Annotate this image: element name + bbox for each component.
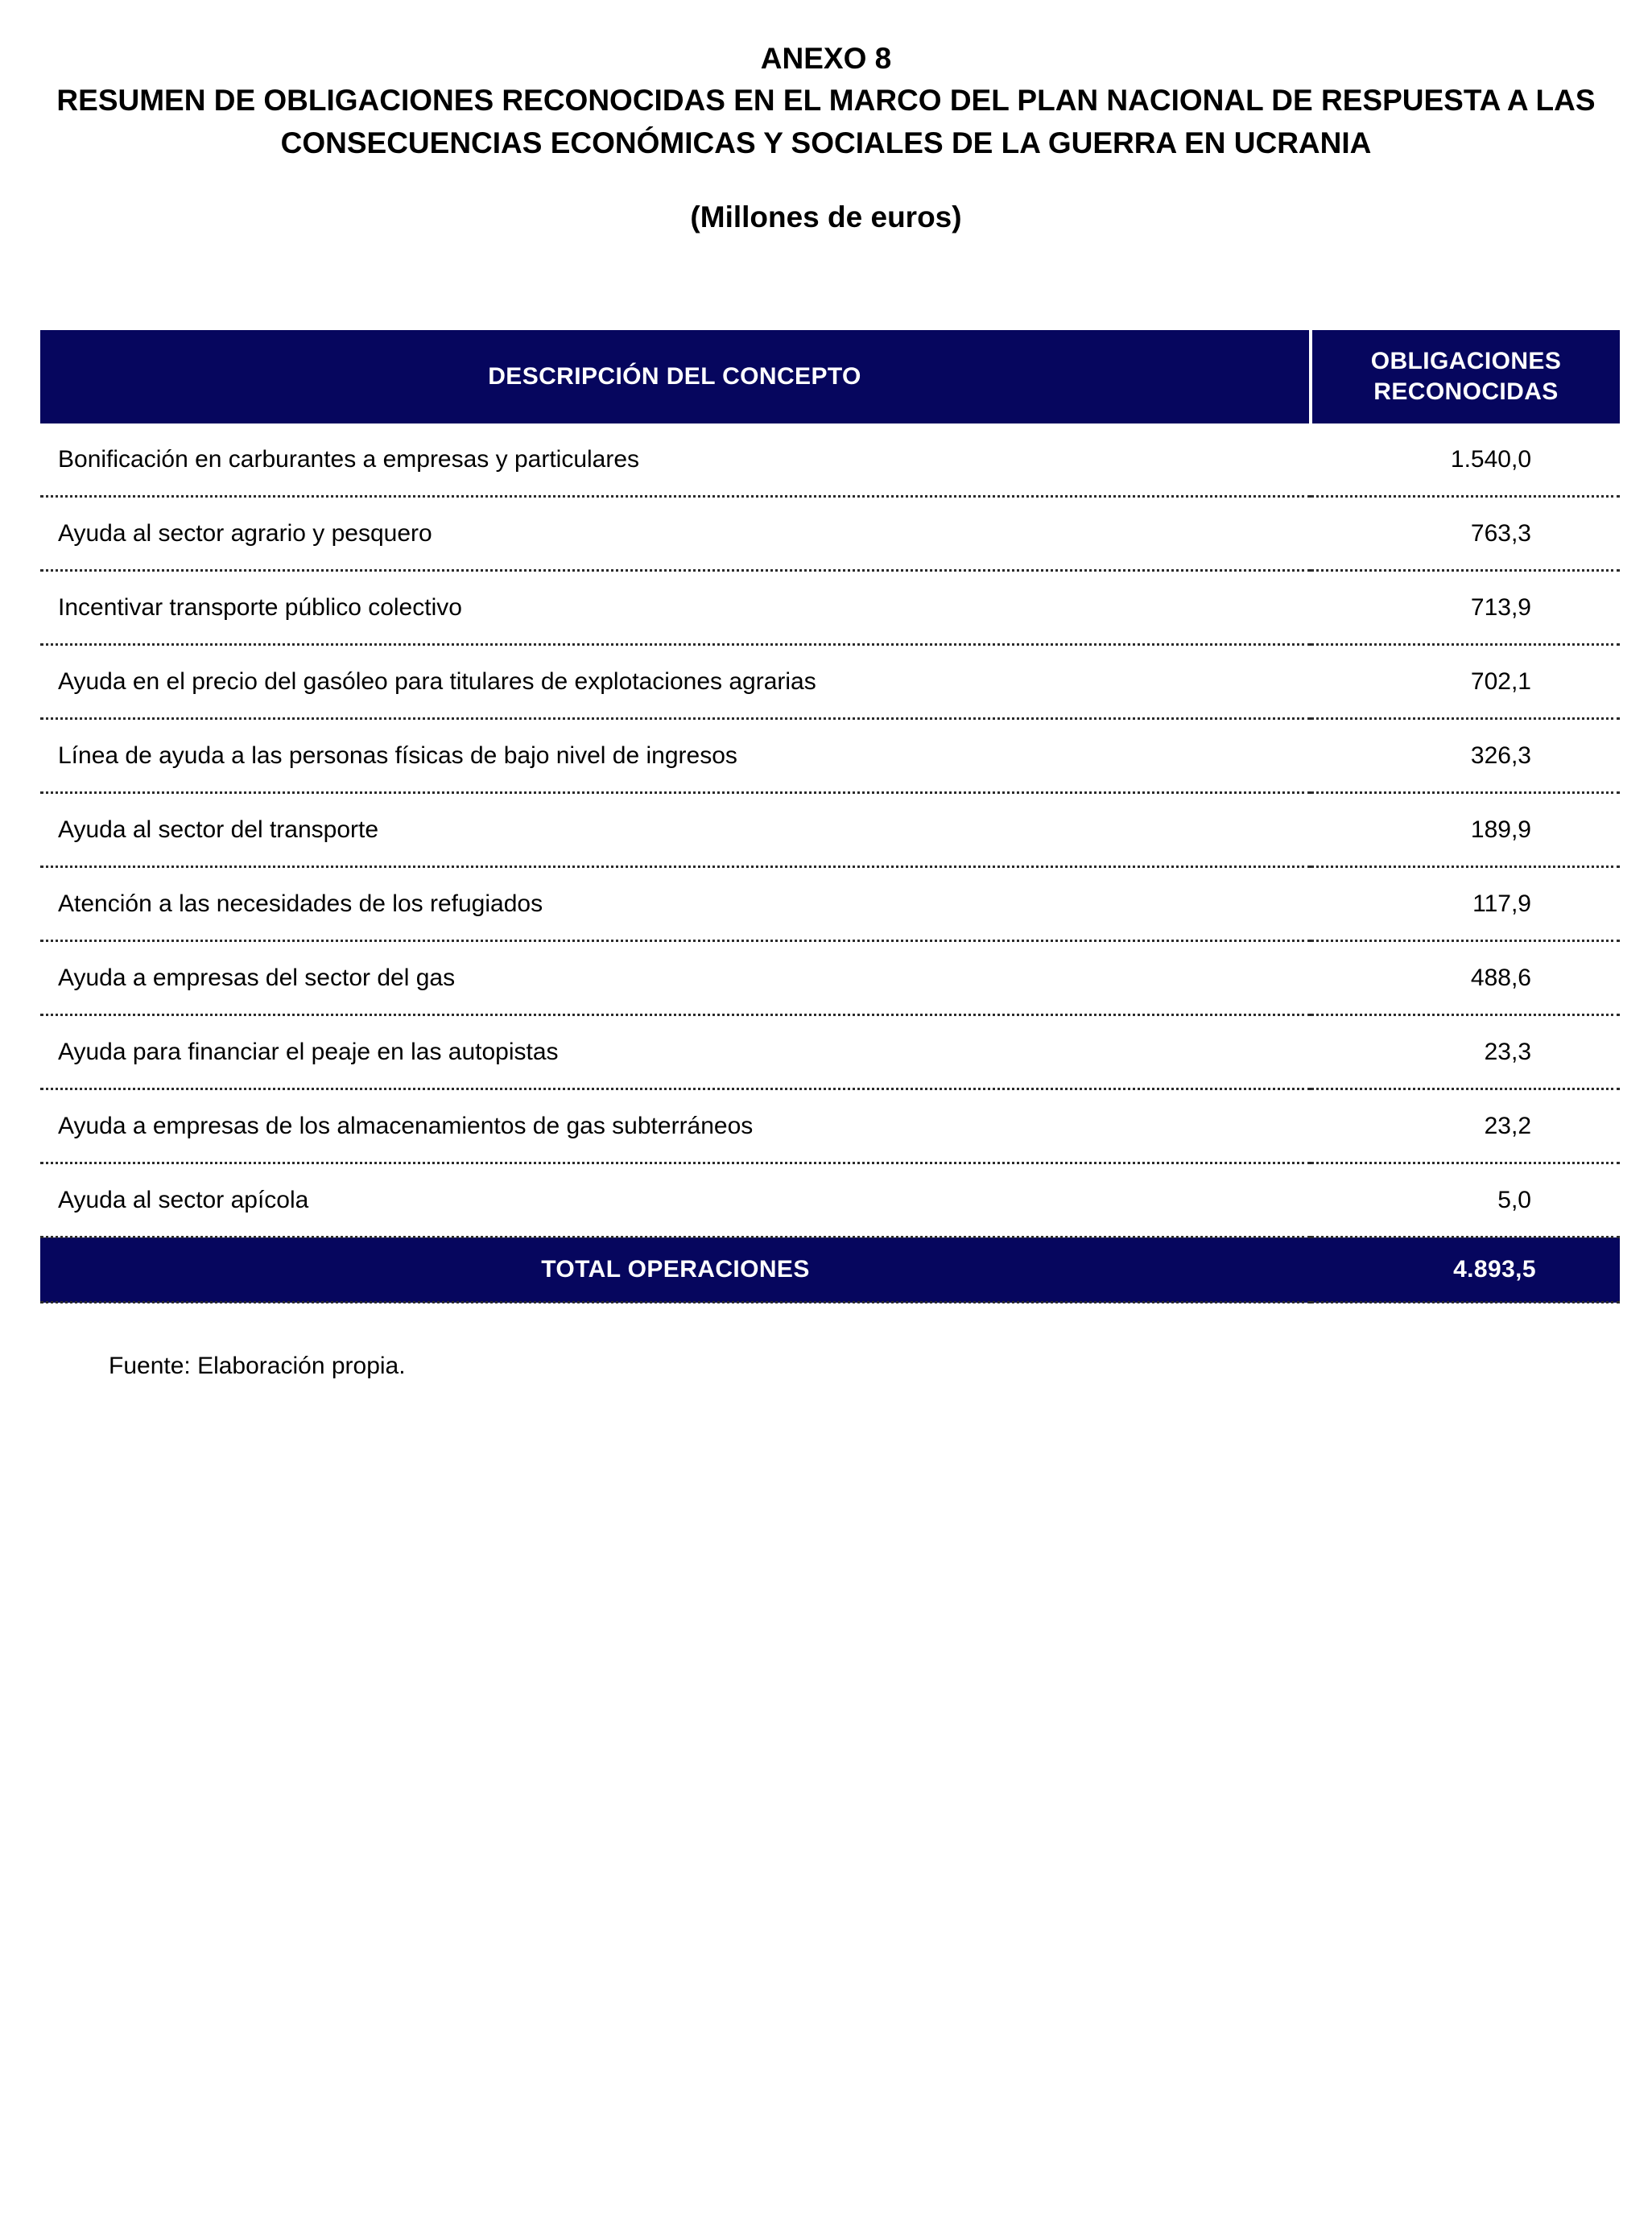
table-header xyxy=(40,330,1620,423)
row-obligaciones: 5,0 xyxy=(1311,1163,1620,1237)
row-obligaciones: 23,2 xyxy=(1311,1089,1620,1163)
obligations-table-container xyxy=(40,330,1620,1303)
table-row xyxy=(40,941,1620,1015)
table-row xyxy=(40,497,1620,571)
table-body xyxy=(40,423,1620,1303)
row-obligaciones: 189,9 xyxy=(1311,793,1620,867)
table-row xyxy=(40,719,1620,793)
table-header-row xyxy=(40,330,1620,423)
table-row xyxy=(40,867,1620,941)
table-total-row xyxy=(40,1237,1620,1303)
column-header-obligaciones-line1: OBLIGACIONES xyxy=(1370,348,1562,374)
row-obligaciones: 763,3 xyxy=(1311,497,1620,571)
row-concepto: Ayuda en el precio del gasóleo para titulares de explotaciones agrarias xyxy=(40,645,1311,719)
annex-label: ANEXO 8 xyxy=(760,42,892,75)
row-obligaciones: 702,1 xyxy=(1311,645,1620,719)
row-obligaciones: 713,9 xyxy=(1311,571,1620,645)
row-concepto: Ayuda para financiar el peaje en las autopistas xyxy=(40,1015,1311,1089)
table-row xyxy=(40,793,1620,867)
row-concepto: Ayuda al sector agrario y pesquero xyxy=(40,497,1311,571)
row-obligaciones: 23,3 xyxy=(1311,1015,1620,1089)
row-concepto: Ayuda al sector del transporte xyxy=(40,793,1311,867)
row-obligaciones: 326,3 xyxy=(1311,719,1620,793)
table-row xyxy=(40,571,1620,645)
row-concepto: Línea de ayuda a las personas físicas de bajo nivel de ingresos xyxy=(40,719,1311,793)
table-row xyxy=(40,1089,1620,1163)
row-obligaciones: 488,6 xyxy=(1311,941,1620,1015)
title-block xyxy=(0,0,1652,235)
source-note: Fuente: Elaboración propia. xyxy=(109,1353,406,1379)
obligations-table xyxy=(40,330,1620,1303)
column-header-concepto: DESCRIPCIÓN DEL CONCEPTO xyxy=(40,330,1311,423)
total-label: TOTAL OPERACIONES xyxy=(40,1237,1311,1303)
page-title: RESUMEN DE OBLIGACIONES RECONOCIDAS EN EL MARCO DEL PLAN NACIONAL DE RESPUESTA A LAS CONSECUENCIAS ECONÓMICAS Y SOCIALES DE LA GUERRA EN UCRANIA xyxy=(56,84,1596,159)
row-obligaciones: 1.540,0 xyxy=(1311,423,1620,497)
column-header-obligaciones xyxy=(1311,330,1620,423)
row-concepto: Ayuda a empresas de los almacenamientos de gas subterráneos xyxy=(40,1089,1311,1163)
row-concepto: Ayuda a empresas del sector del gas xyxy=(40,941,1311,1015)
row-concepto: Incentivar transporte público colectivo xyxy=(40,571,1311,645)
row-concepto: Atención a las necesidades de los refugiados xyxy=(40,867,1311,941)
column-header-obligaciones-line2: RECONOCIDAS xyxy=(1373,378,1559,405)
total-value: 4.893,5 xyxy=(1311,1237,1620,1303)
units-subtitle: (Millones de euros) xyxy=(690,200,962,233)
table-row xyxy=(40,645,1620,719)
row-concepto: Bonificación en carburantes a empresas y particulares xyxy=(40,423,1311,497)
row-obligaciones: 117,9 xyxy=(1311,867,1620,941)
table-row xyxy=(40,423,1620,497)
table-row xyxy=(40,1015,1620,1089)
table-row xyxy=(40,1163,1620,1237)
row-concepto: Ayuda al sector apícola xyxy=(40,1163,1311,1237)
